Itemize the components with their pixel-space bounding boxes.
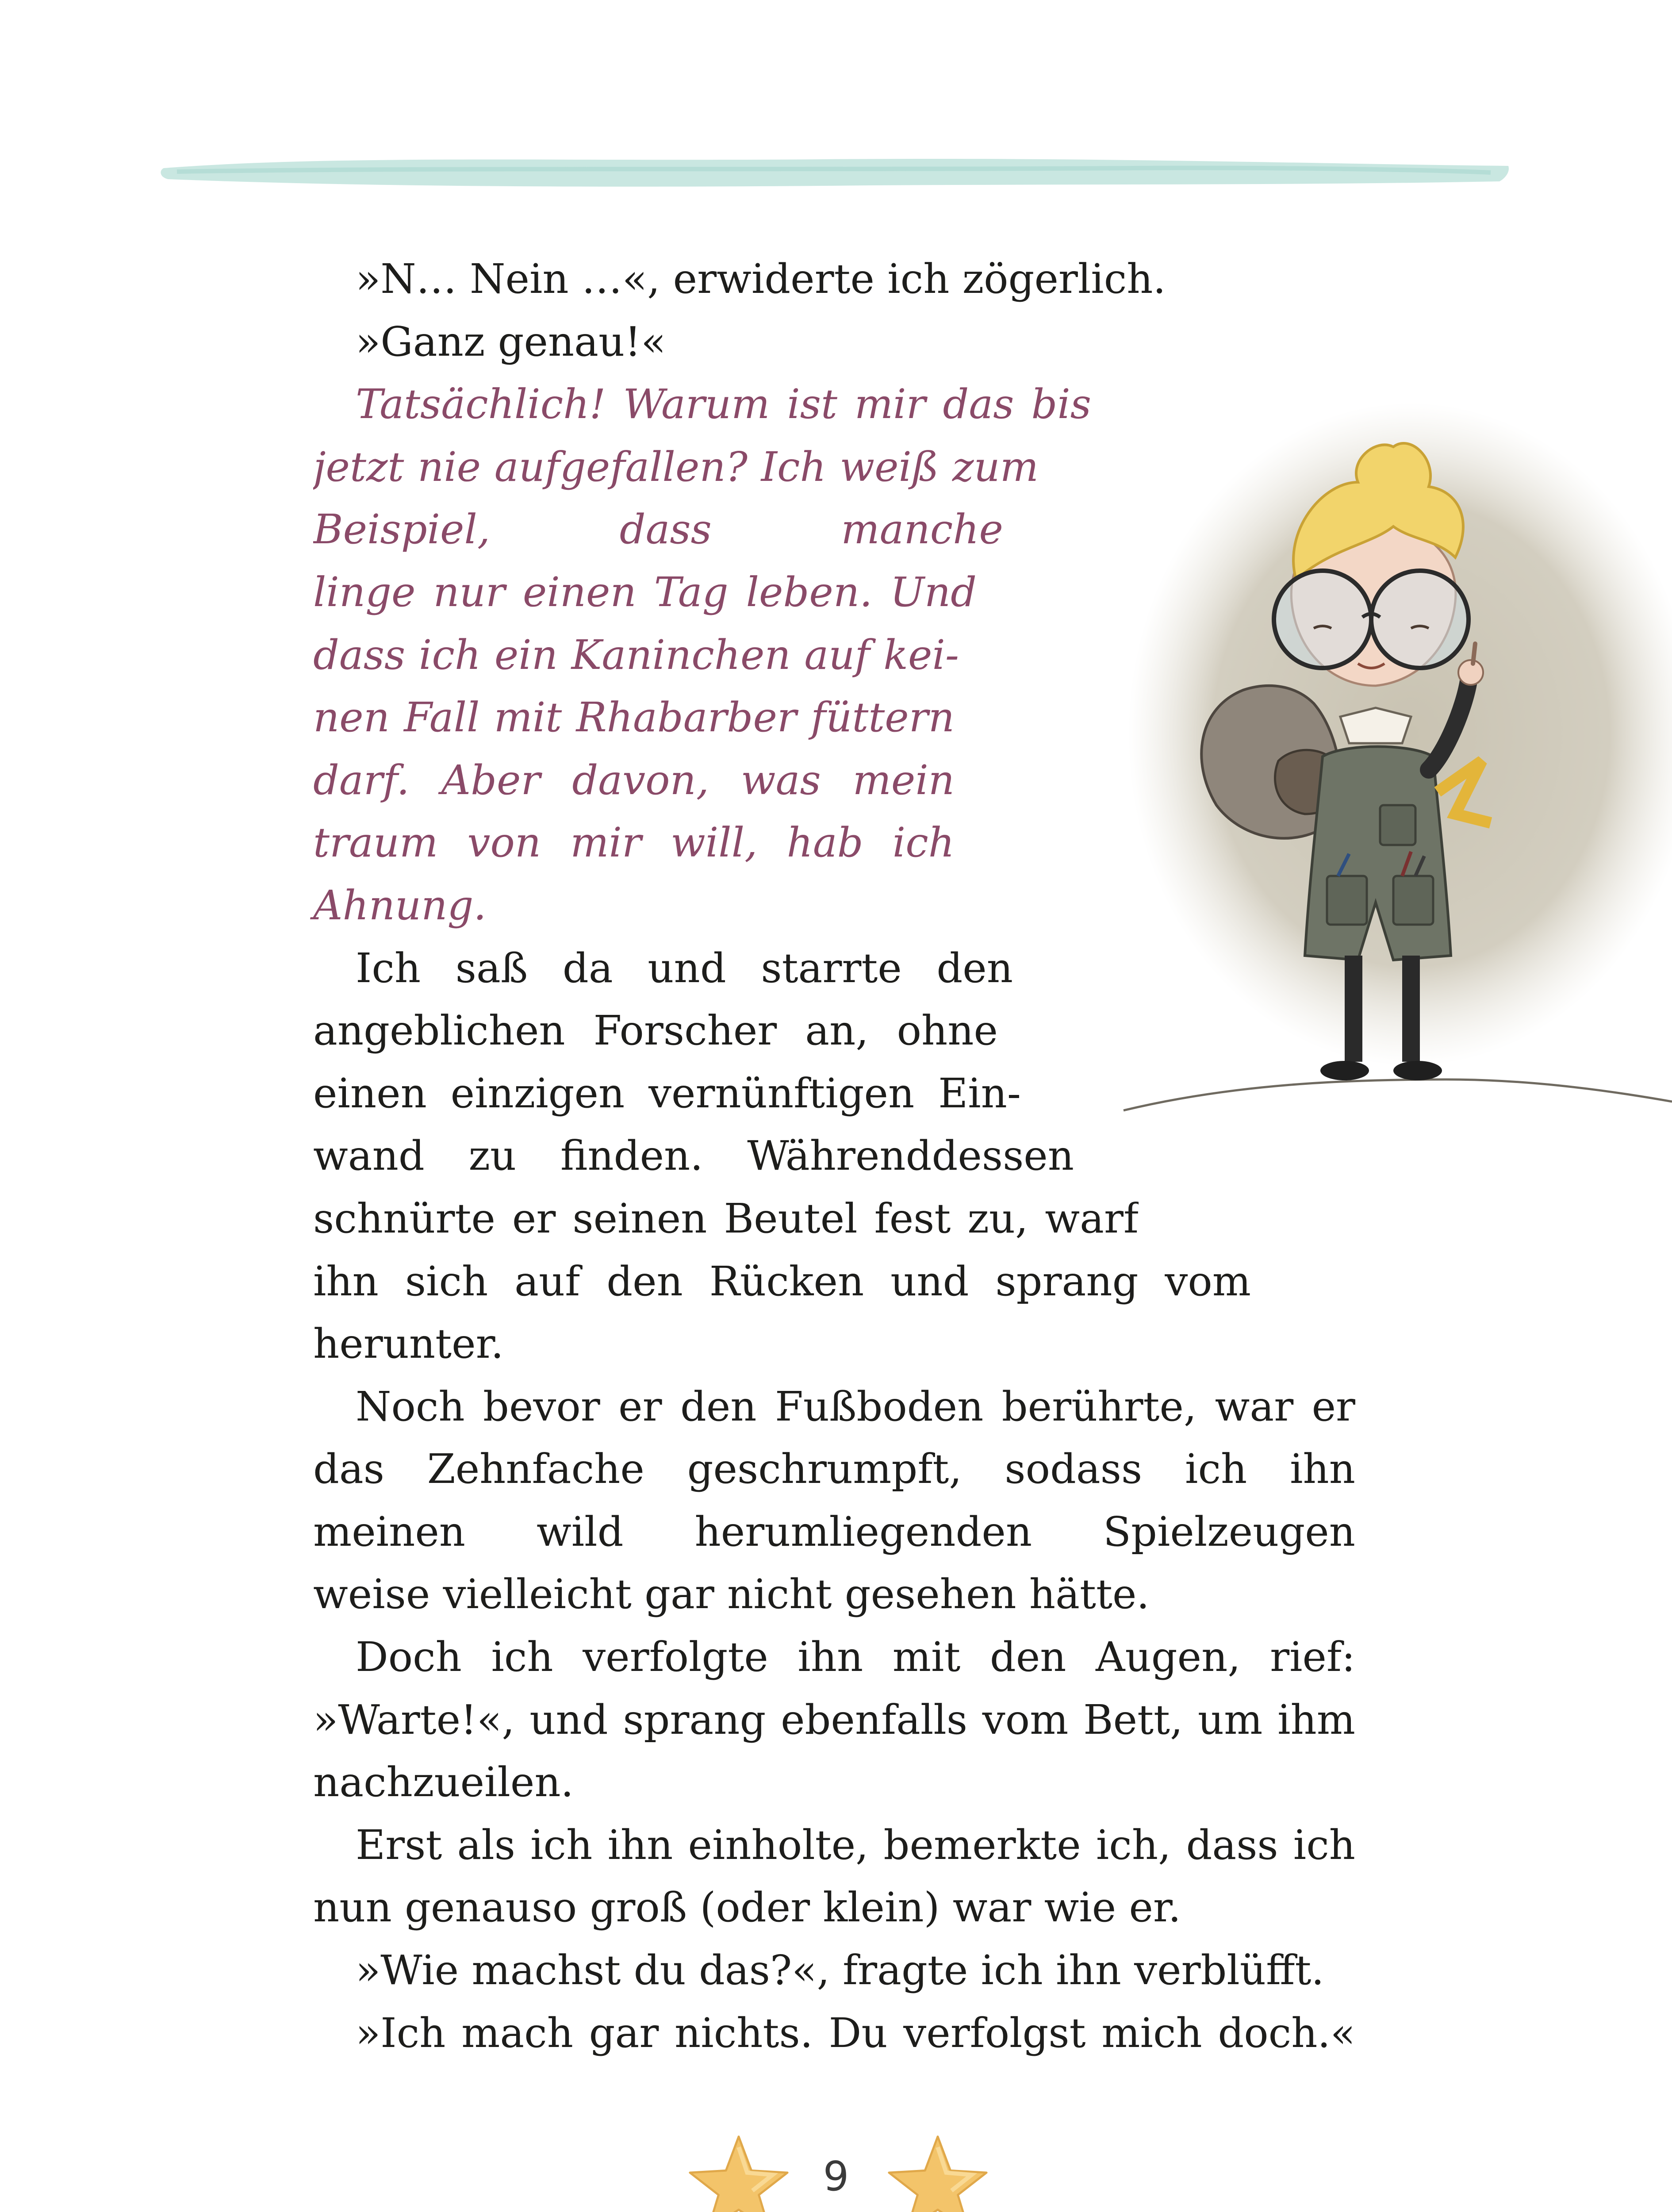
text-line: nun genauso groß (oder klein) war wie er.	[313, 1884, 1181, 1932]
text-line: weise vielleicht gar nicht gesehen hätte.	[313, 1571, 1150, 1618]
text-line: angeblichen Forscher an, ohne	[313, 1007, 998, 1055]
text-line: »N… Nein …«, erwiderte ich zögerlich.	[356, 255, 1166, 303]
thought-line: nen Fall mit Rhabarber füttern	[313, 694, 955, 741]
thought-line: linge nur einen Tag leben. Und	[313, 568, 977, 616]
text-line: »Warte!«, und sprang ebenfalls vom Bett, um ihm	[313, 1696, 1355, 1743]
text-line: Erst als ich ihn einholte, bemerkte ich, dass ich	[356, 1821, 1355, 1869]
header-brush-stroke	[159, 146, 1513, 195]
star-icon	[686, 2132, 792, 2212]
thought-line: Beispiel, dass manche	[313, 506, 1003, 553]
text-line: das Zehnfache geschrumpft, sodass ich ihn	[313, 1445, 1355, 1493]
text-line: wand zu finden. Währenddessen	[313, 1132, 1074, 1180]
text-line: ihn sich auf den Rücken und sprang vom	[313, 1257, 1251, 1305]
text-line: Doch ich verfolgte ihn mit den Augen, rief:	[356, 1633, 1355, 1681]
text-line: »Wie machst du das?«, fragte ich ihn verblüfft.	[356, 1947, 1324, 1994]
text-line: nachzueilen.	[313, 1759, 574, 1806]
thought-line: jetzt nie aufgefallen? Ich weiß zum	[313, 443, 1039, 491]
text-line: Noch bevor er den Fußboden berührte, war er	[356, 1382, 1355, 1430]
text-line: »Ich mach gar nichts. Du verfolgst mich doch.«	[356, 2009, 1355, 2057]
thought-line: dass ich ein Kaninchen auf kei-	[313, 631, 959, 679]
page-footer	[677, 2124, 995, 2212]
text-line: meinen wild herumliegenden Spielzeugen	[313, 1508, 1355, 1555]
thought-line: Ahnung.	[313, 881, 487, 929]
text-line: schnürte er seinen Beutel fest zu, warf	[313, 1194, 1139, 1242]
star-icon	[885, 2132, 991, 2212]
text-line: Ich saß da und starrte den	[356, 944, 1013, 992]
page-number: 9	[823, 2153, 849, 2200]
page-text	[313, 248, 1355, 2064]
thought-line: darf. Aber davon, was mein	[313, 756, 955, 804]
text-line: herunter.	[313, 1320, 504, 1368]
thought-line: traum von mir will, hab ich	[313, 819, 955, 867]
text-line: »Ganz genau!«	[356, 318, 666, 365]
thought-line: Tatsächlich! Warum ist mir das bis	[356, 380, 1091, 428]
text-line: einen einzigen vernünftigen Ein-	[313, 1069, 1021, 1117]
